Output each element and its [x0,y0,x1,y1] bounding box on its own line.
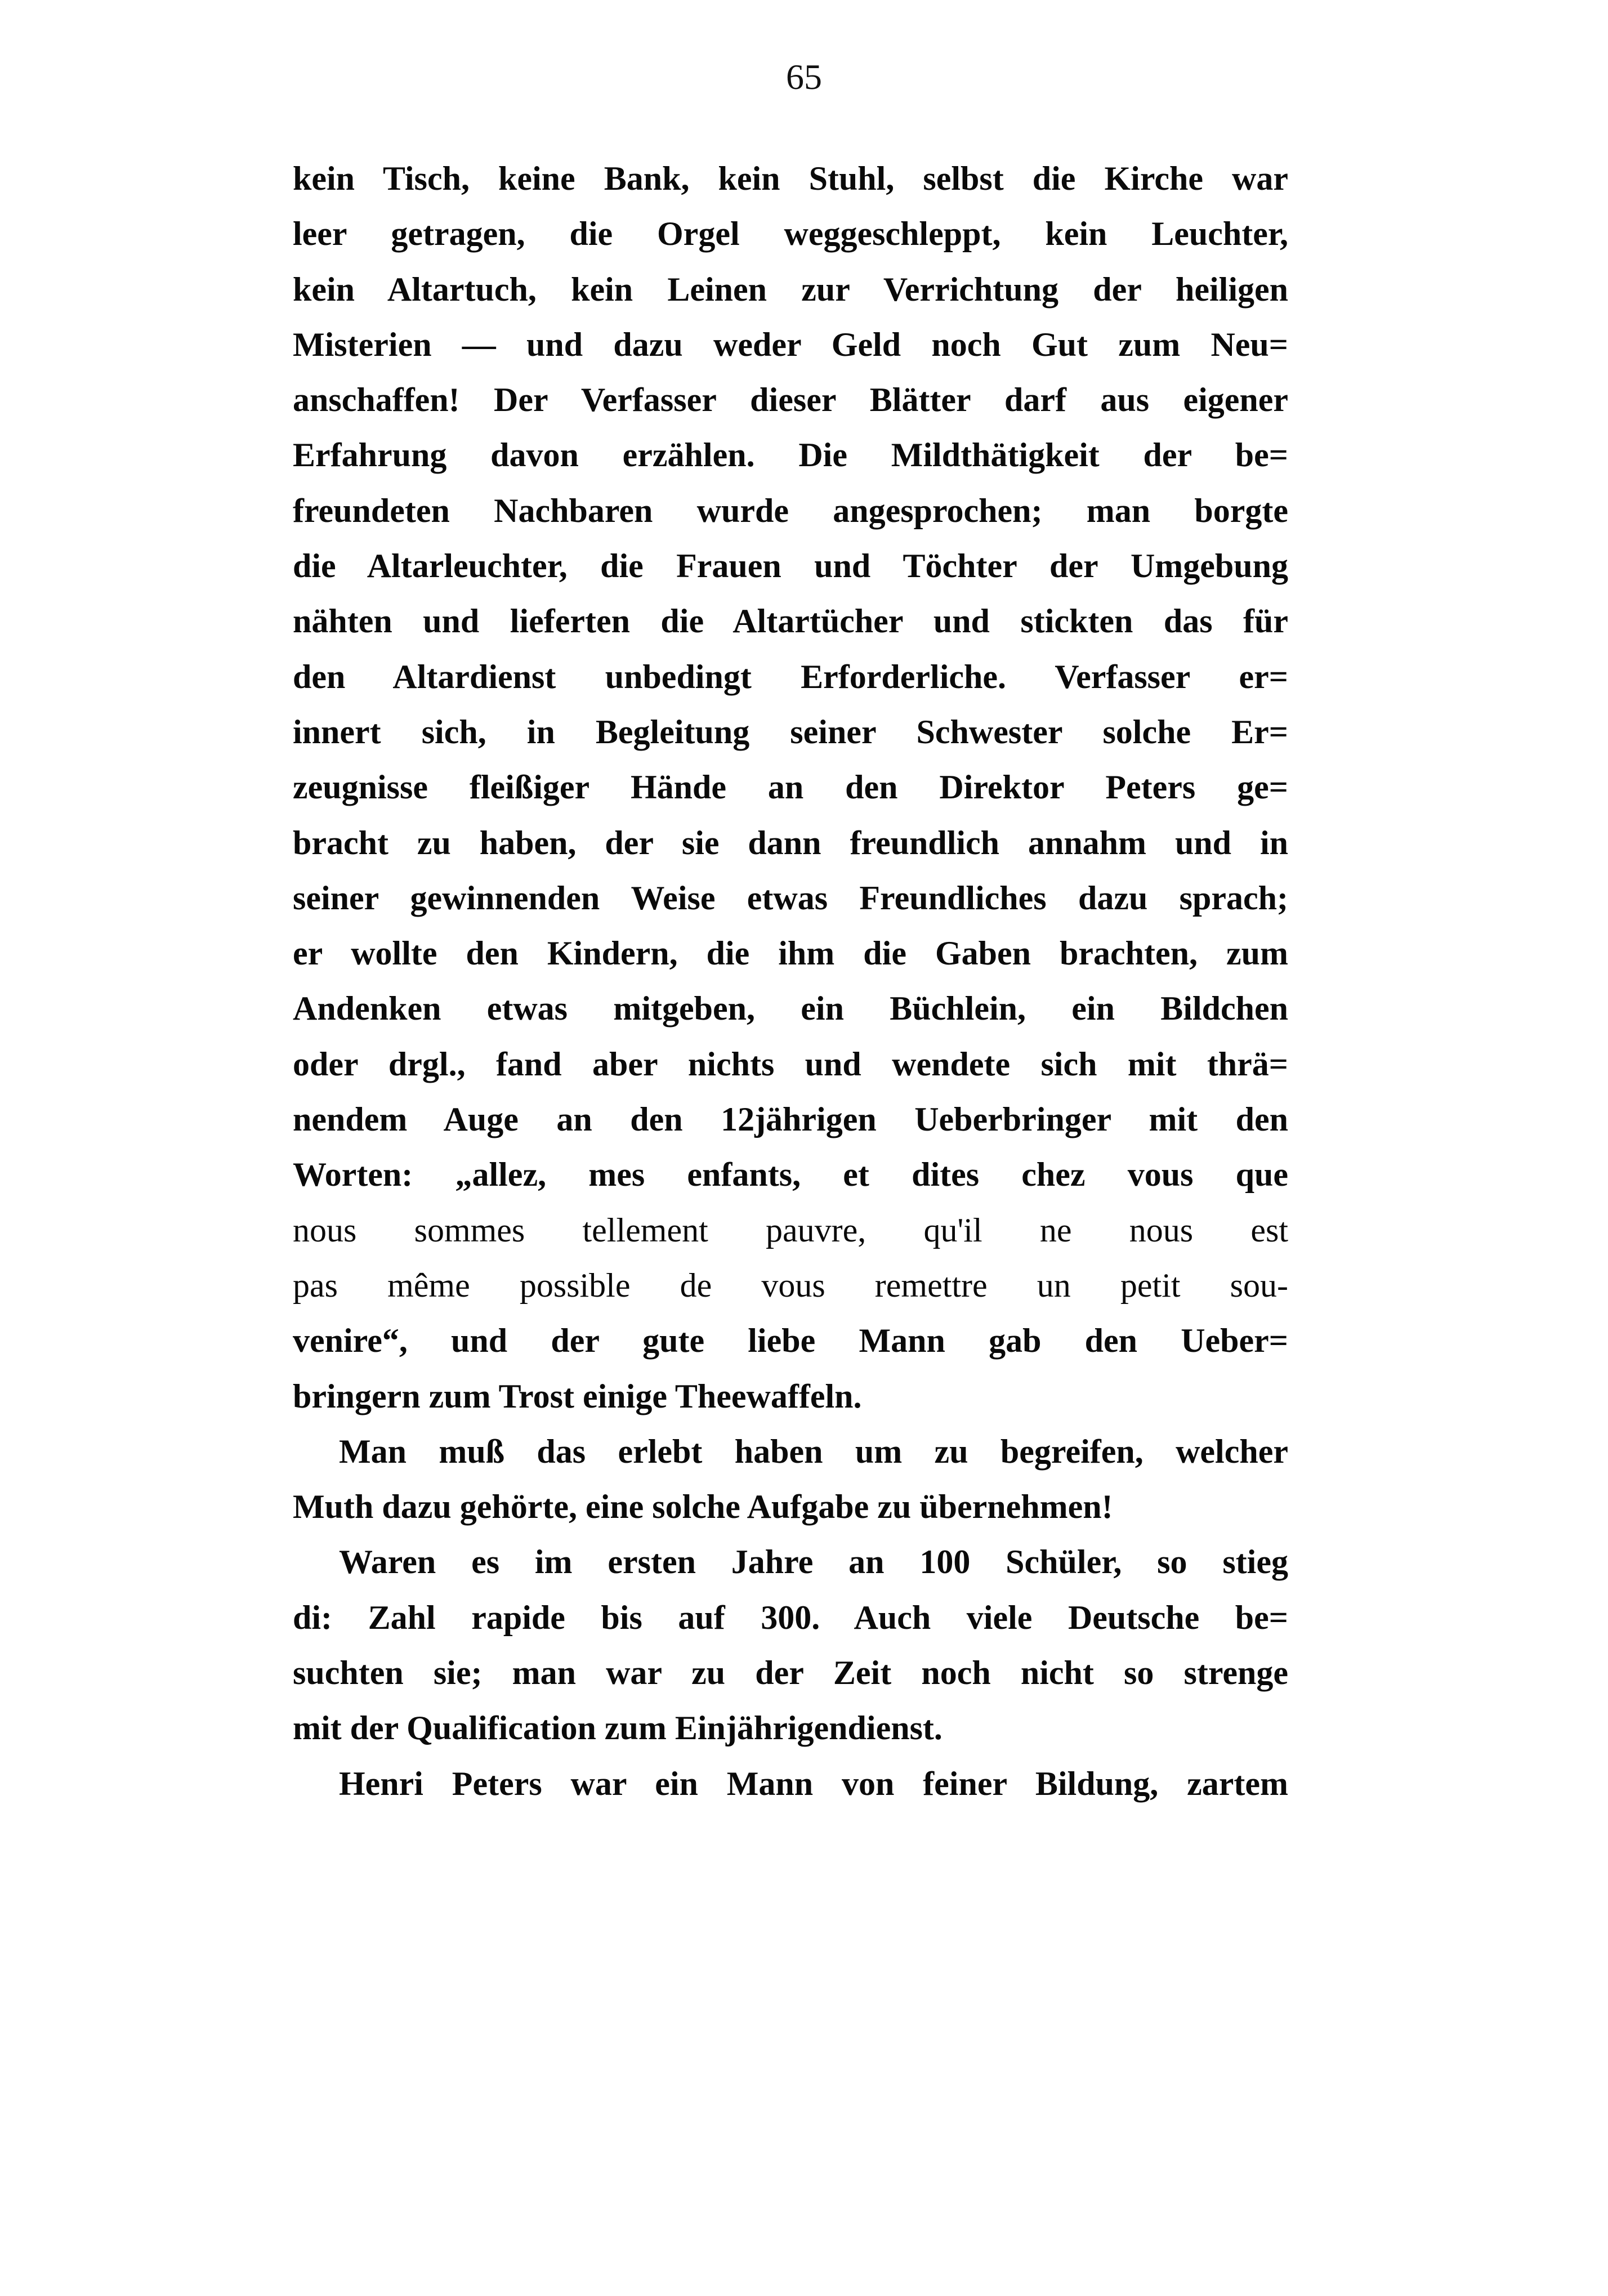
text-line: oder drgl., fand aber nichts und wendete sich mit thrä= [293,1045,1288,1083]
text-line: nendem Auge an den 12jährigen Ueberbringer mit den [293,1101,1288,1138]
text-line: di: Zahl rapide bis auf 300. Auch viele Deutsche be= [293,1598,1288,1636]
page-number: 65 [786,57,822,97]
text-line: kein Altartuch, kein Leinen zur Verrichtung der heiligen [293,270,1288,308]
body-text [293,151,1288,1811]
text-line: venire“, und der gute liebe Mann gab den Ueber= [293,1322,1288,1360]
text-line: bracht zu haben, der sie dann freundlich annahm und in [293,824,1288,861]
text-line: Erfahrung davon erzählen. Die Mildthätigkeit der be= [293,436,1288,474]
text-line: Waren es im ersten Jahre an 100 Schüler, so stieg [339,1543,1288,1581]
text-line: anschaffen! Der Verfasser dieser Blätter darf aus eigener [293,381,1288,419]
text-line: leer getragen, die Orgel weggeschleppt, kein Leuchter, [293,215,1288,253]
text-line: Andenken etwas mitgeben, ein Büchlein, ein Bildchen [293,990,1288,1028]
text-line: Muth dazu gehörte, eine solche Aufgabe zu übernehmen! [293,1488,1113,1526]
text-line: seiner gewinnenden Weise etwas Freundliches dazu sprach; [293,879,1288,917]
text-line: freundeten Nachbaren wurde angesprochen; man borgte [293,492,1288,529]
text-line: Misterien — und dazu weder Geld noch Gut zum Neu= [293,325,1288,363]
text-line: er wollte den Kindern, die ihm die Gaben brachten, zum [293,935,1288,972]
text-line: Man muß das erlebt haben um zu begreifen, welcher [339,1432,1288,1470]
text-line: zeugnisse fleißiger Hände an den Direktor Peters ge= [293,769,1288,806]
text-line: Worten: „allez, mes enfants, et dites chez vous que [293,1156,1288,1194]
text-line: nähten und lieferten die Altartücher und stickten das für [293,602,1288,640]
text-line: kein Tisch, keine Bank, kein Stuhl, selbst die Kirche war [293,160,1288,197]
text-line: Henri Peters war ein Mann von feiner Bildung, zartem [339,1765,1288,1802]
text-line: bringern zum Trost einige Theewaffeln. [293,1377,862,1415]
text-line: den Altardienst unbedingt Erforderliche. Verfasser er= [293,658,1288,695]
text-line: pas même possible de vous remettre un petit sou- [293,1266,1288,1304]
text-line: innert sich, in Begleitung seiner Schwester solche Er= [293,713,1288,751]
text-line: suchten sie; man war zu der Zeit noch nicht so strenge [293,1654,1288,1692]
text-line: nous sommes tellement pauvre, qu'il ne nous est [293,1211,1288,1249]
text-line: mit der Qualification zum Einjährigendienst. [293,1709,943,1747]
text-line: die Altarleuchter, die Frauen und Töchter der Umgebung [293,547,1288,585]
